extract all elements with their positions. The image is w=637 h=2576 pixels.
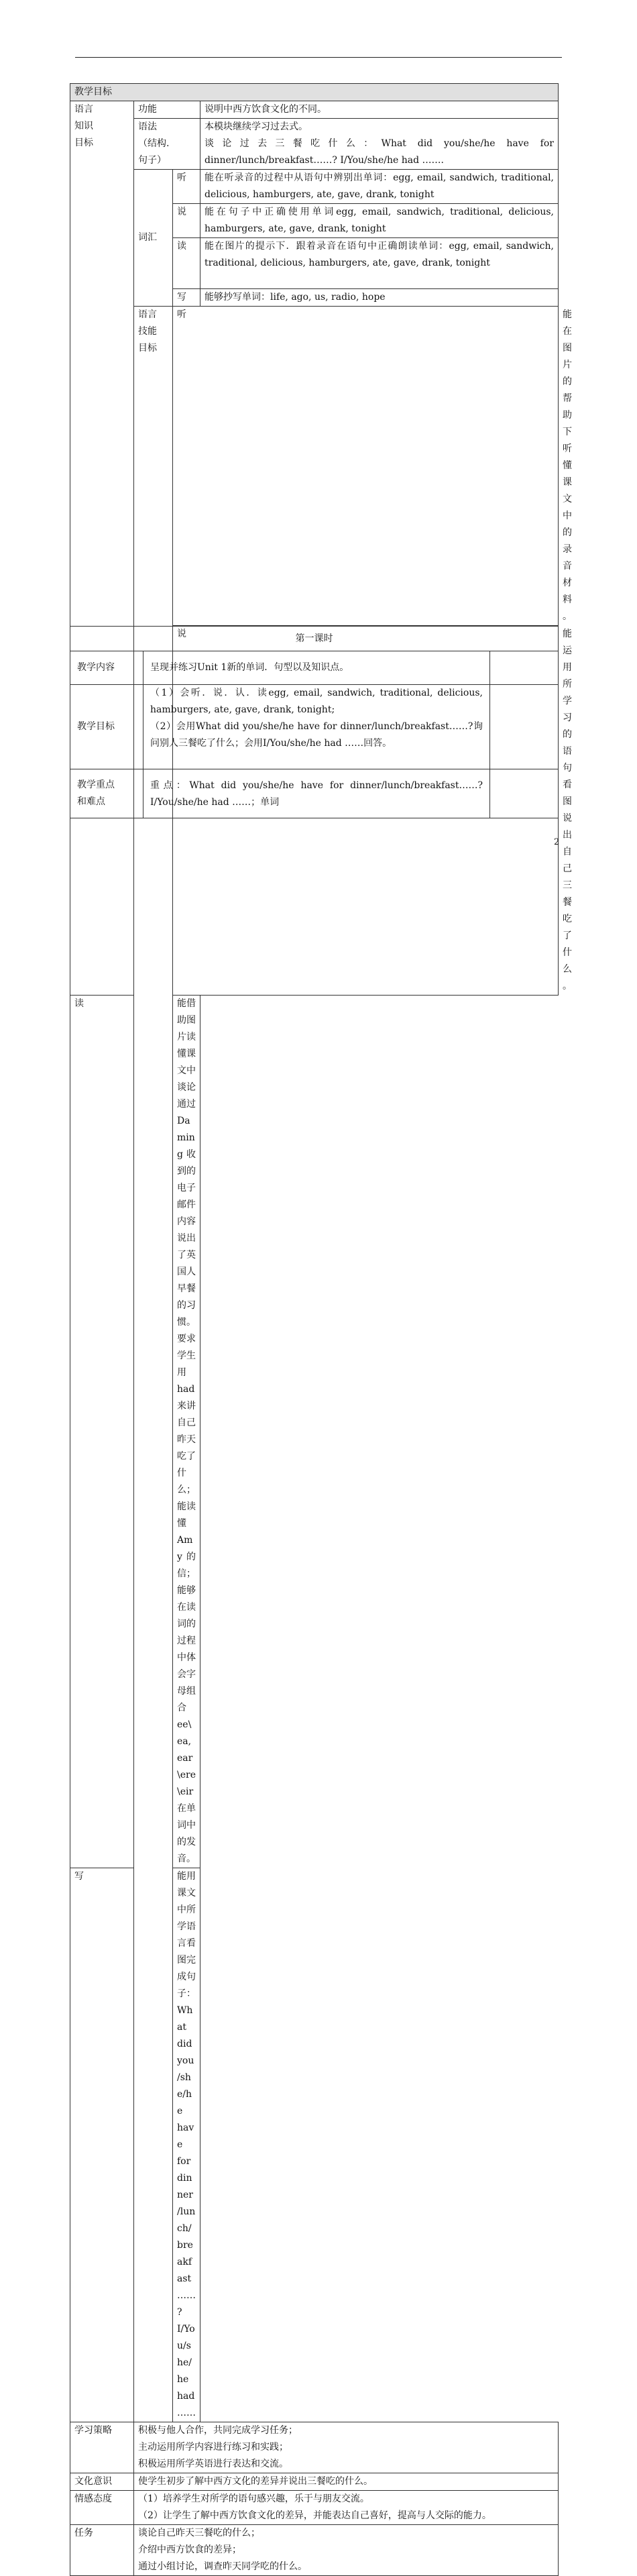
content-label: 教学内容 [70, 651, 143, 685]
page-number: 2 [554, 837, 560, 847]
header-rule [75, 57, 562, 58]
vocab-text-read: 能在图片的提示下．跟着录音在语句中正确朗读单词：egg, email, sandwich, traditional, delicious, hamburgers, ate, gave, drank, tonight [200, 238, 559, 289]
key-points-label: 教学重点 和难点 [70, 769, 143, 818]
goals-label: 教学目标 [70, 685, 143, 769]
vocab-skill-read: 读 [173, 238, 200, 289]
strategy-text: 积极与他人合作，共同完成学习任务； 主动运用所学内容进行练习和实践； 积极运用所学英语进行表达和交流。 [134, 2422, 559, 2473]
key-points-note [490, 769, 559, 818]
skill-write-label: 写 [70, 1868, 173, 2422]
grammar-text: 本模块继续学习过去式。 谈论过去三餐吃什么：What did you/she/he have for dinner/lunch/breakfast……? I/You/she/he had ……. [200, 119, 559, 170]
grammar-label: 语法 （结构. 句子） [134, 119, 200, 170]
skill-speak-label: 说 [173, 626, 559, 996]
goals-text: （1）会听．说．认．读egg, email, sandwich, traditional, delicious, hamburgers, ate, gave, drank, tonight; （2）会用What did you/she/he have for dinner/lunch/breakfast……?询问别人三餐吃了什么；会用I/You/she/he had ……回答。 [143, 685, 490, 769]
culture-label: 文化意识 [70, 2473, 134, 2491]
knowledge-goal-label: 语言 知识 目标 [70, 101, 134, 996]
teaching-goals-table: 教学目标 语言 知识 目标 功能 说明中西方饮食文化的不同。 语法 （结构. 句子） 本模块继续学习过去式。 谈论过去三餐吃什么：What did you/she/he have for dinner/lunch/breakfast……? I/You/she/he had ……. 词汇 听 能在听录音的过程中从语句中辨别出单词：egg, email, sandwich, traditional, delicious, hamburgers, ate, gave, drank, tonight 说 能在句子中正确使用单词egg, email, sandwich, traditional, delicious, hamburgers, ate, gave, drank, tonight 读 能在图片的提示下．跟着录音在语句中正确朗读单词：egg, email, sandwich, traditional, delicious, hamburgers, ate, gave, drank, tonight 写 能够抄写单词：life, ago, us, radio, hope 语言 技能 目标 听 能在图片的帮助下听懂课文中的录音材料。 说 能运用所学习的语句看图说出自己三餐吃了什么。 读 能借助图片读懂课文中谈论通过Daming收到的电子邮件内容说出了英国人早餐的习惯。要求学生用had来讲自己昨天吃了什么； 能读懂Amy的信； 能够在读词的过程中体会字母组合ee\ea, ear\ere\eir在单词中的发音。 写 能用课文中所学语言看图完成句子：What did you/she/he have for dinner/lunch/breakfast……? I/You/she/he had …… 学习策略 积极与他人合作，共同完成学习任务； 主动运用所学内容进行练习和实践； 积极运用所学英语进行表达和交流。 文化意识 使学生初步了解中西方文化的差异并说出三餐吃的什么。 情感态度 （1）培养学生对所学的语句感兴趣，乐于与朋友交流。 （2）让学生了解中西方饮食文化的差异，并能表达自己喜好，提高与人交际的能力。 任务 谈论自己昨天三餐吃的什么； 介绍中西方饮食的差异； 通过小组讨论，调查昨天同学吃的什么。 [70, 83, 559, 2576]
content-note [490, 651, 559, 685]
vocab-skill-speak: 说 [173, 204, 200, 238]
vocab-text-write: 能够抄写单词：life, ago, us, radio, hope [200, 289, 559, 307]
vocab-skill-listen: 听 [173, 170, 200, 204]
task-label: 任务 [70, 2525, 134, 2576]
skill-read-text: 能借助图片读懂课文中谈论通过Daming收到的电子邮件内容说出了英国人早餐的习惯。要求学生用had来讲自己昨天吃了什么； 能读懂Amy的信； 能够在读词的过程中体会字母组合ee\ea, ear\ere\eir在单词中的发音。 [173, 996, 200, 1868]
vocab-text-speak: 能在句子中正确使用单词egg, email, sandwich, traditional, delicious, hamburgers, ate, gave, drank, tonight [200, 204, 559, 238]
vocab-text-listen: 能在听录音的过程中从语句中辨别出单词：egg, email, sandwich, traditional, delicious, hamburgers, ate, gave, drank, tonight [200, 170, 559, 204]
table-title: 教学目标 [70, 84, 559, 101]
vocab-skill-write: 写 [173, 289, 200, 307]
key-points-text: 重点：What did you/she/he have for dinner/lunch/breakfast……? I/You/she/he had ……；单词 [143, 769, 490, 818]
attitude-text: （1）培养学生对所学的语句感兴趣，乐于与朋友交流。 （2）让学生了解中西方饮食文化的差异，并能表达自己喜好，提高与人交际的能力。 [134, 2491, 559, 2525]
culture-text: 使学生初步了解中西方文化的差异并说出三餐吃的什么。 [134, 2473, 559, 2491]
skills-goal-label: 语言 技能 目标 [134, 307, 173, 2422]
vocab-label: 词汇 [134, 170, 173, 307]
goals-note [490, 685, 559, 769]
task-text: 谈论自己昨天三餐吃的什么； 介绍中西方饮食的差异； 通过小组讨论，调查昨天同学吃的什么。 [134, 2525, 559, 2576]
function-label: 功能 [134, 101, 200, 119]
skill-write-text: 能用课文中所学语言看图完成句子：What did you/she/he have for dinner/lunch/breakfast……? I/You/she/he had …… [173, 1868, 200, 2422]
strategy-label: 学习策略 [70, 2422, 134, 2473]
attitude-label: 情感态度 [70, 2491, 134, 2525]
skill-read-label: 读 [70, 996, 173, 1868]
function-text: 说明中西方饮食文化的不同。 [200, 101, 559, 119]
lesson-one-table [70, 626, 559, 818]
lesson-title: 第一课时 [70, 627, 559, 651]
content-text: 呈现并练习Unit 1新的单词．句型以及知识点。 [143, 651, 490, 685]
skill-listen-label: 听 [173, 307, 559, 626]
